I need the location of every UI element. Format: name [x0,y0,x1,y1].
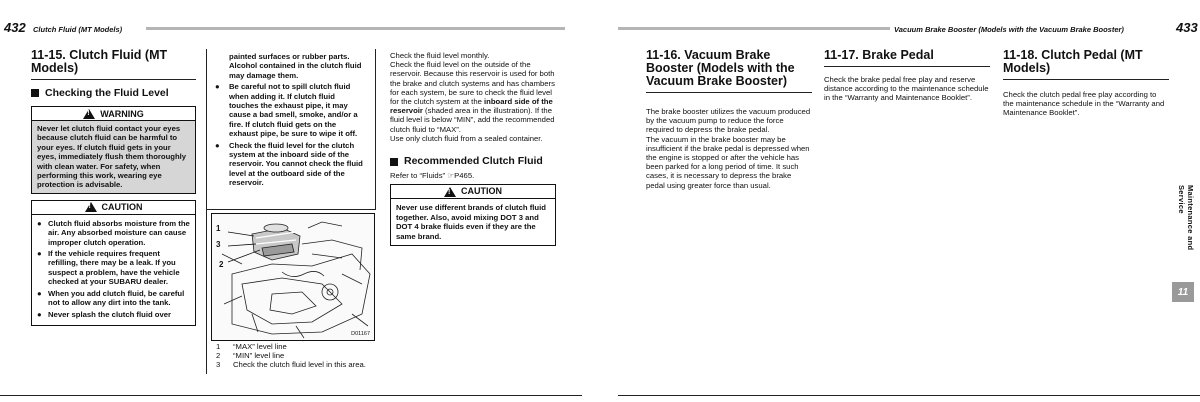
section-title-11-17: 11-17. Brake Pedal [824,48,934,62]
paragraph: Check the clutch pedal free play according to the maintenance schedule in the “Warranty and Maintenance Booklet”. [1003,90,1165,118]
section-rule [646,92,812,93]
section-rule [1003,79,1169,80]
col2-left-border [206,49,207,374]
left-col-2 [212,52,370,190]
left-col-1 [31,49,196,326]
right-col-2 [824,49,990,103]
left-page-header: Clutch Fluid (MT Models) [33,25,123,34]
paragraph: The vacuum in the brake booster may be insufficient if the brake pedal is depressed when the engine is stopped or after the vehicle has been parked for a long period of time. It such cases, it is necessary to depress the brake pedal using greater force than usual. [646,134,810,190]
warning-header [32,107,195,121]
caution-header [32,201,195,215]
legend-item: 2 “MIN” level line [216,351,285,361]
left-header-rule [146,27,565,30]
paragraph: Check the fluid level monthly. [390,51,490,60]
right-col-1 [646,49,812,190]
refer-text: Refer to “Fluids” ☞P465. [390,171,475,181]
right-bottom-rule [618,395,1200,396]
subhead-recommended [390,157,556,166]
col2-right-border [375,49,376,209]
legend-item: 3 Check the clutch fluid level in this area. [216,360,366,370]
paragraph: Use only clutch fluid from a sealed container. [390,133,543,143]
caution-bottom-rule [206,209,376,210]
subhead-checking-label: Checking the Fluid Level [45,87,169,99]
right-page-header: Vacuum Brake Booster (Models with the Vacuum Brake Booster) [894,25,1124,34]
caution-label: CAUTION [461,186,502,197]
section-rule [31,79,196,80]
caution-box-1 [31,200,196,326]
callout-2: 2 [219,260,224,269]
caution-label: CAUTION [101,202,143,213]
section-title-11-16: 11-16. Vacuum Brake Booster (Models with the Vacuum Brake Booster) [646,48,795,88]
subhead-checking [31,87,196,99]
section-rule [824,66,990,67]
caution-item: ● Never splash the clutch fluid over [37,309,172,319]
chapter-tab: 11 [1172,282,1194,302]
paragraph: Check the fluid level on the outside of the reservoir. Because this reservoir is used for both the brake and clutch systems and has chambers for each system, be sure to check the fluid level for the clutch system at the inboard side of the reservoir (shaded area in the illustration). If the fluid level is below “MIN”, add the recommended clutch fluid to “MAX”. [390,60,555,134]
chapter-side-label: Maintenance and Service [1177,185,1195,251]
reservoir-figure [211,213,375,341]
caution-item: ● Be careful not to spill clutch fluid when adding it. If clutch fluid touches the exhaust pipe, it may cause a bad smell, smoke, and/or a fire. If clutch fluid gets on the exhaust pipe, be sure to wipe it off. [215,82,358,139]
section-title-11-18: 11-18. Clutch Pedal (MT Models) [1003,48,1143,75]
caution-icon [444,187,456,197]
left-col-3 [390,51,556,246]
right-col-3 [1003,49,1169,118]
caution-box-2 [390,184,556,246]
caution-item: ● If the vehicle requires frequent refilling, there may be a leak. If you suspect a problem, have the vehicle checked at your SUBARU dealer. [37,249,180,287]
figure-code: D01167 [351,331,370,337]
caution-item: ● Clutch fluid absorbs moisture from the air. Any absorbed moisture can cause improper clutch operation. [37,218,190,247]
square-bullet-icon [390,158,398,166]
warning-label: WARNING [100,108,144,119]
right-page-number: 433 [1176,20,1198,35]
caution-text: Never use different brands of clutch fluid together. Also, avoid mixing DOT 3 and DOT 4 brake fluids even if they are the same brand. [396,203,546,241]
caution-list [32,215,195,325]
caution-icon [85,202,97,212]
callout-1: 1 [216,224,221,233]
right-header-rule [618,27,890,30]
engine-bay-illustration [212,214,374,340]
left-page-number: 432 [4,20,26,35]
caution-continued: painted surfaces or rubber parts. Alcohol contained in the clutch fluid may damage them. ● Be careful not to spill clutch fluid when adding it. If clutch fluid touches the exhaust pipe, it may cause a bad smell, smoke, and/or a fire. If clutch fluid gets on the exhaust pipe, be sure to wipe it off. ● Check the fluid level for the clutch system at the inboard side of the reservoir. You cannot check the fluid level at the outboard side of the reservoir. [212,52,370,188]
warning-text: Never let clutch fluid contact your eyes because clutch fluid can be harmful to your eyes. If clutch fluid gets in your eyes, immediately flush them thoroughly with clean water. For safety, when performing this work, wearing eye protection is advisable. [32,121,195,193]
figure-legend [216,342,376,370]
square-bullet-icon [31,89,39,97]
caution-item: ● Check the fluid level for the clutch system at the inboard side of the reservoir. You cannot check the fluid level at the outboard side of the reservoir. [215,140,363,188]
warning-icon [83,109,95,119]
subhead-recommended-label: Recommended Clutch Fluid [404,155,543,168]
caution-header [391,185,555,199]
caution-item: ● When you add clutch fluid, be careful not to allow any dirt into the tank. [37,288,185,308]
paragraph: The brake booster utilizes the vacuum produced by the vacuum pump to reduce the force required to depress the brake pedal. [646,107,811,135]
section-title-11-15: 11-15. Clutch Fluid (MT Models) [31,48,168,75]
paragraph: Check the brake pedal free play and reserve distance according to the maintenance schedule in the “Warranty and Maintenance Booklet”. [824,75,989,103]
legend-item: 1 “MAX” level line [216,342,287,351]
left-bottom-rule [0,395,582,396]
warning-box [31,106,196,194]
callout-3: 3 [216,240,221,249]
